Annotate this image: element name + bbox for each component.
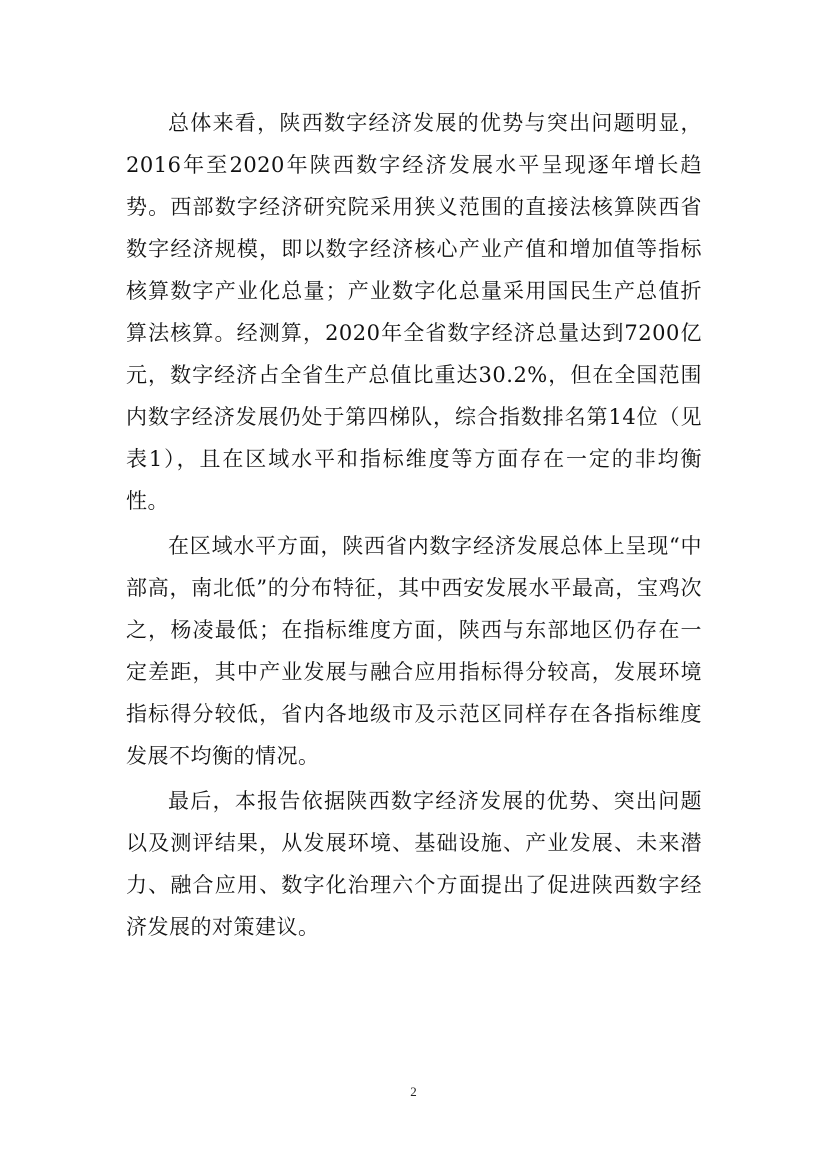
paragraph-summary: 总体来看，陕西数字经济发展的优势与突出问题明显，2016年至2020年陕西数字经济发展水平呈现逐年增长趋势。西部数字经济研究院采用狭义范围的直接法核算陕西省数字经济规模，即以数字经济核心产业产值和增加值等指标核算数字产业化总量；产业数字化总量采用国民生产总值折算法核算。经测算，2020年全省数字经济总量达到7200亿元，数字经济占全省生产总值比重达30.2%，但在全国范围内数字经济发展仍处于第四梯队，综合指数排名第14位（见表1），且在区域水平和指标维度等方面存在一定的非均衡性。 <box>126 111 702 513</box>
body-text <box>126 102 702 948</box>
page-number: 2 <box>410 1084 417 1099</box>
paragraph-regional-level: 在区域水平方面，陕西省内数字经济发展总体上呈现“中部高，南北低”的分布特征，其中西安发展水平最高，宝鸡次之，杨凌最低；在指标维度方面，陕西与东部地区仍存在一定差距，其中产业发展与融合应用指标得分较高，发展环境指标得分较低，省内各地级市及示范区同样存在各指标维度发展不均衡的情况。 <box>126 534 702 768</box>
paragraph-recommendations: 最后，本报告依据陕西数字经济发展的优势、突出问题以及测评结果，从发展环境、基础设施、产业发展、未来潜力、融合应用、数字化治理六个方面提出了促进陕西数字经济发展的对策建议。 <box>126 789 702 939</box>
